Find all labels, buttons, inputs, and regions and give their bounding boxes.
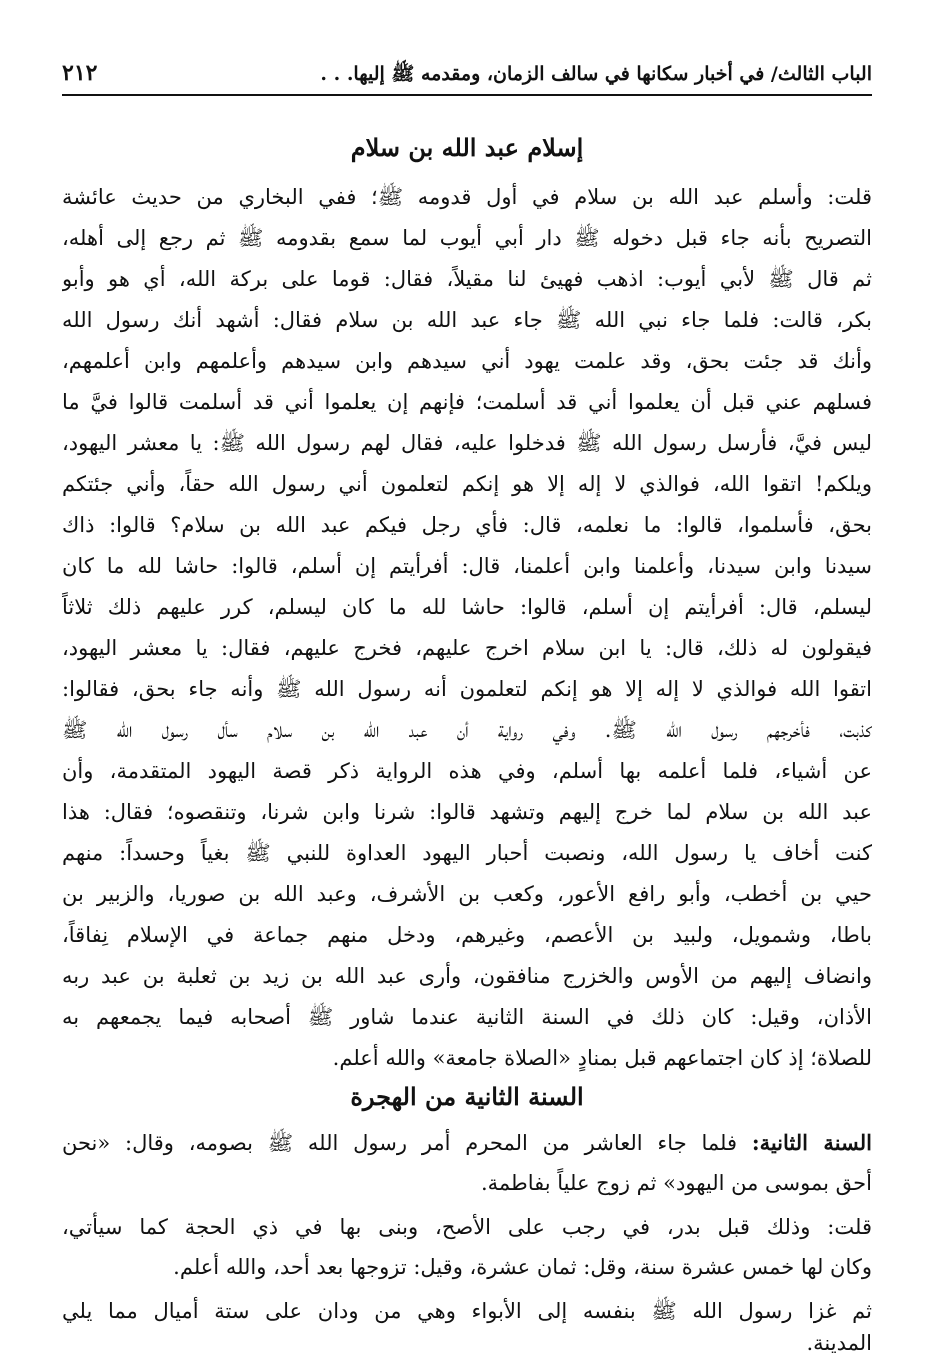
page-number: ٢١٢: [62, 60, 98, 86]
text-line: التصريح بأنه جاء قبل دخوله ﷺ دار أبي أيوب لما سمع بقدومه ﷺ ثم رجع إلى أهله،: [62, 226, 872, 250]
text-line: وانضاف إليهم من الأوس والخزرج منافقون، وأرى عبد الله بن زيد بن ثعلبة بن عبد ربه: [62, 964, 872, 988]
text-line: حيي بن أخطب، وأبو رافع الأعور، وكعب بن الأشرف، وعبد الله بن صوريا، والزبير بن: [62, 882, 872, 906]
text-line: كذبت، فأخرجهم رسول الله ﷺ. وفي رواية أن عبد الله بن سلام سأل رسول الله ﷺ: [62, 718, 872, 742]
text-line: فيقولون له ذلك، قال: يا ابن سلام اخرج عليهم، فخرج عليهم، فقال: يا معشر اليهود،: [62, 636, 872, 660]
text-line: فسلهم عني قبل أن يعلموا أني قد أسلمت؛ فإنهم إن يعلموا أني قد أسلمت قالوا فيَّ ما: [62, 390, 872, 414]
text-line: وكان لها خمس عشرة سنة، وقل: ثمان عشرة، وقيل: تزوجها بعد أحد، والله أعلم.: [173, 1255, 872, 1279]
text-line: بحق، فأسلموا، قالوا: ما نعلمه، قال: فأي رجل فيكم عبد الله بن سلام؟ قالوا: ذاك: [62, 513, 872, 537]
text-line: المدينة.: [806, 1331, 872, 1355]
running-title: الباب الثالث/ في أخبار سكانها في سالف الزمان، ومقدمه ﷺ إليها. . .: [320, 63, 872, 85]
text-line: للصلاة؛ إذ كان اجتماعهم قبل بمنادٍ «الصلاة جامعة» والله أعلم.: [332, 1046, 872, 1070]
text-line: عن أشياء، فلما أعلمه بها أسلم، وفي هذه الرواية ذكر قصة اليهود المتقدمة، وأن: [62, 759, 872, 783]
text-line: ثم غزا رسول الله ﷺ بنفسه إلى الأبواء وهي من ودان على ستة أميال مما يلي: [62, 1299, 872, 1323]
paragraph-text: فلما جاء العاشر من المحرم أمر رسول الله ﷺ بصومه، وقال: «نحن: [62, 1131, 752, 1155]
text-line: اتقوا الله فوالذي لا إله إلا هو إنكم لتعلمون أنه رسول الله ﷺ وأنه جاء بحق، فقالوا:: [62, 677, 872, 701]
text-line: بكر، قالت: فلما جاء نبي الله ﷺ جاء عبد الله بن سلام فقال: أشهد أنك رسول الله: [62, 308, 872, 332]
paragraph-label: السنة الثانية:: [751, 1130, 872, 1155]
text-line: قلت: وأسلم عبد الله بن سلام في أول قدومه ﷺ؛ ففي البخاري من حديث عائشة: [62, 185, 872, 209]
text-line: الأذان، وقيل: كان ذلك في السنة الثانية عندما شاور ﷺ أصحابه فيما يجمعهم به: [62, 1005, 872, 1029]
text-line: ليس فيَّ، فأرسل رسول الله ﷺ فدخلوا عليه، فقال لهم رسول الله ﷺ: يا معشر اليهود،: [62, 431, 872, 455]
text-line: ثم قال ﷺ لأبي أيوب: اذهب فهيئ لنا مقيلاً، فقال: قوما على بركة الله، أي هو وأبو: [62, 267, 872, 291]
text-line: ويلكم! اتقوا الله، فوالذي لا إله إلا هو إنكم لتعلمون أني رسول الله حقاً، وأني جئتكم: [62, 472, 872, 496]
text-line: أحق بموسى من اليهود» ثم زوج علياً بفاطمة.: [480, 1171, 872, 1195]
text-line: كنت أخاف يا رسول الله، ونصبت أحبار اليهود العداوة للنبي ﷺ بغياً وحسداً: منهم: [62, 841, 872, 865]
section-heading-ibn-salam: إسلام عبد الله بن سلام: [350, 133, 584, 162]
text-line: قلت: وذلك قبل بدر، في رجب على الأصح، وبنى بها في ذي الحجة كما سيأتي،: [62, 1215, 872, 1239]
section-heading-second-year: السنة الثانية من الهجرة: [350, 1082, 584, 1111]
text-line: وأنك قد جئت بحق، وقد علمت يهود أني سيدهم وابن سيدهم وأعلمهم وابن أعلمهم،: [62, 349, 872, 373]
text-line: [62, 1122, 872, 1164]
text-line: باطا، وشمويل، ولبيد بن الأعصم، وغيرهم، ودخل منهم جماعة في الإسلام نِفاقاً،: [62, 923, 872, 947]
text-line: ليسلم، قال: أفرأيتم إن أسلم، قالوا: حاشا لله ما كان ليسلم، كرر عليهم ذلك ثلاثاً: [62, 595, 872, 619]
page-header: [62, 56, 872, 96]
text-line: عبد الله بن سلام لما خرج إليهم وتشهد قالوا: شرنا وابن شرنا، وتنقصوه؛ فقال: هذا: [62, 800, 872, 824]
text-line: سيدنا وابن سيدنا، وأعلمنا وابن أعلمنا، قال: أفرأيتم إن أسلم، قالوا: حاشا لله ما كان: [62, 554, 872, 578]
